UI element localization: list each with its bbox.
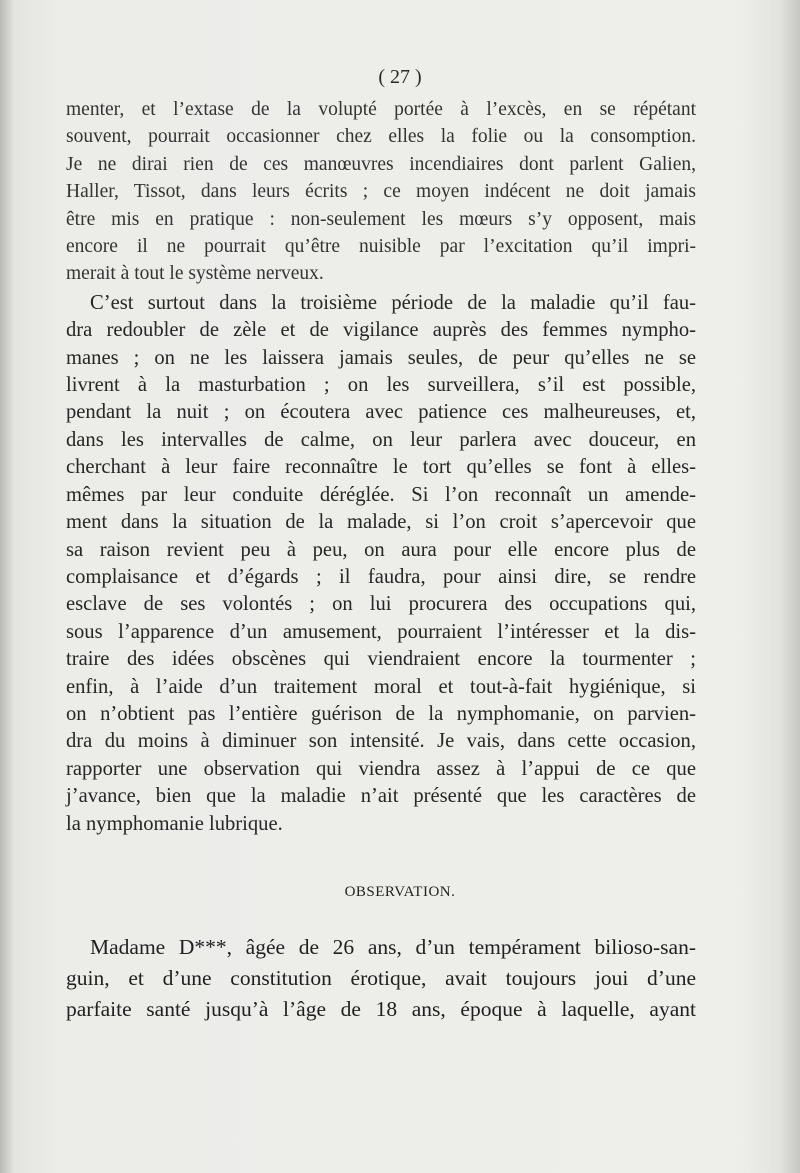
text-line: dra redoubler de zèle et de vigilance auprès des femmes nympho- <box>66 319 696 342</box>
text-line: esclave de ses volontés ; on lui procurera des occupations qui, <box>66 593 696 616</box>
text-line: traire des idées obscènes qui viendraient encore la tourmenter ; <box>66 648 696 671</box>
text-line: manes ; on ne les laissera jamais seules, de peur qu’elles ne se <box>66 346 696 369</box>
text-line: dra du moins à diminuer son intensité. Je vais, dans cette occasion, <box>66 730 696 753</box>
text-line: C’est surtout dans la troisième période de la maladie qu’il fau- <box>90 291 696 314</box>
text-line: encore il ne pourrait qu’être nuisible par l’excitation qu’il impri- <box>66 236 696 258</box>
text-line: Madame D***, âgée de 26 ans, d’un tempérament bilioso-san- <box>90 935 696 959</box>
text-line: souvent, pourrait occasionner chez elles la folie ou la consomption. <box>66 126 696 148</box>
page-number: ( 27 ) <box>378 66 422 88</box>
text-line: enfin, à l’aide d’un traitement moral et tout-à-fait hygiénique, si <box>66 675 696 698</box>
text-line: livrent à la masturbation ; on les surveillera, s’il est possible, <box>66 374 696 397</box>
paragraph-3 <box>66 932 696 1025</box>
paragraph-2 <box>66 290 696 838</box>
text-line: sous l’apparence d’un amusement, pourraient l’intéresser et la dis- <box>66 620 696 643</box>
text-line: mêmes par leur conduite déréglée. Si l’on reconnaît un amende- <box>66 483 696 506</box>
text-line: être mis en pratique : non-seulement les mœurs s’y opposent, mais <box>66 208 696 230</box>
section-title: OBSERVATION. <box>344 884 456 900</box>
text-line: j’avance, bien que la maladie n’ait présenté que les caractères de <box>66 785 696 808</box>
text-line: sa raison revient peu à peu, on aura pour elle encore plus de <box>66 538 696 561</box>
text-line: on n’obtient pas l’entière guérison de la nymphomanie, on parvien- <box>66 702 696 725</box>
text-line: merait à tout le système nerveux. <box>66 263 324 285</box>
text-line: complaisance et d’égards ; il faudra, pour ainsi dire, se rendre <box>66 565 696 588</box>
text-line: ment dans la situation de la malade, si l’on croit s’apercevoir que <box>66 511 696 534</box>
paragraph-1 <box>66 96 696 288</box>
text-line: Je ne dirai rien de ces manœuvres incendiaires dont parlent Galien, <box>66 153 696 175</box>
text-line: parfaite santé jusqu’à l’âge de 18 ans, époque à laquelle, ayant <box>66 997 696 1021</box>
body-text <box>66 96 696 838</box>
text-line: menter, et l’extase de la volupté portée à l’excès, en se répétant <box>66 99 696 120</box>
text-line: Haller, Tissot, dans leurs écrits ; ce moyen indécent ne doit jamais <box>66 181 696 203</box>
text-line: dans les intervalles de calme, on leur parlera avec douceur, en <box>66 428 696 451</box>
text-line: rapporter une observation qui viendra assez à l’appui de ce que <box>66 757 696 780</box>
text-line: cherchant à leur faire reconnaître le tort qu’elles se font à elles- <box>66 456 696 479</box>
text-line: guin, et d’une constitution érotique, avait toujours joui d’une <box>66 966 696 990</box>
text-line: la nymphomanie lubrique. <box>66 812 283 835</box>
text-line: pendant la nuit ; on écoutera avec patience ces malheureuses, et, <box>66 401 696 424</box>
